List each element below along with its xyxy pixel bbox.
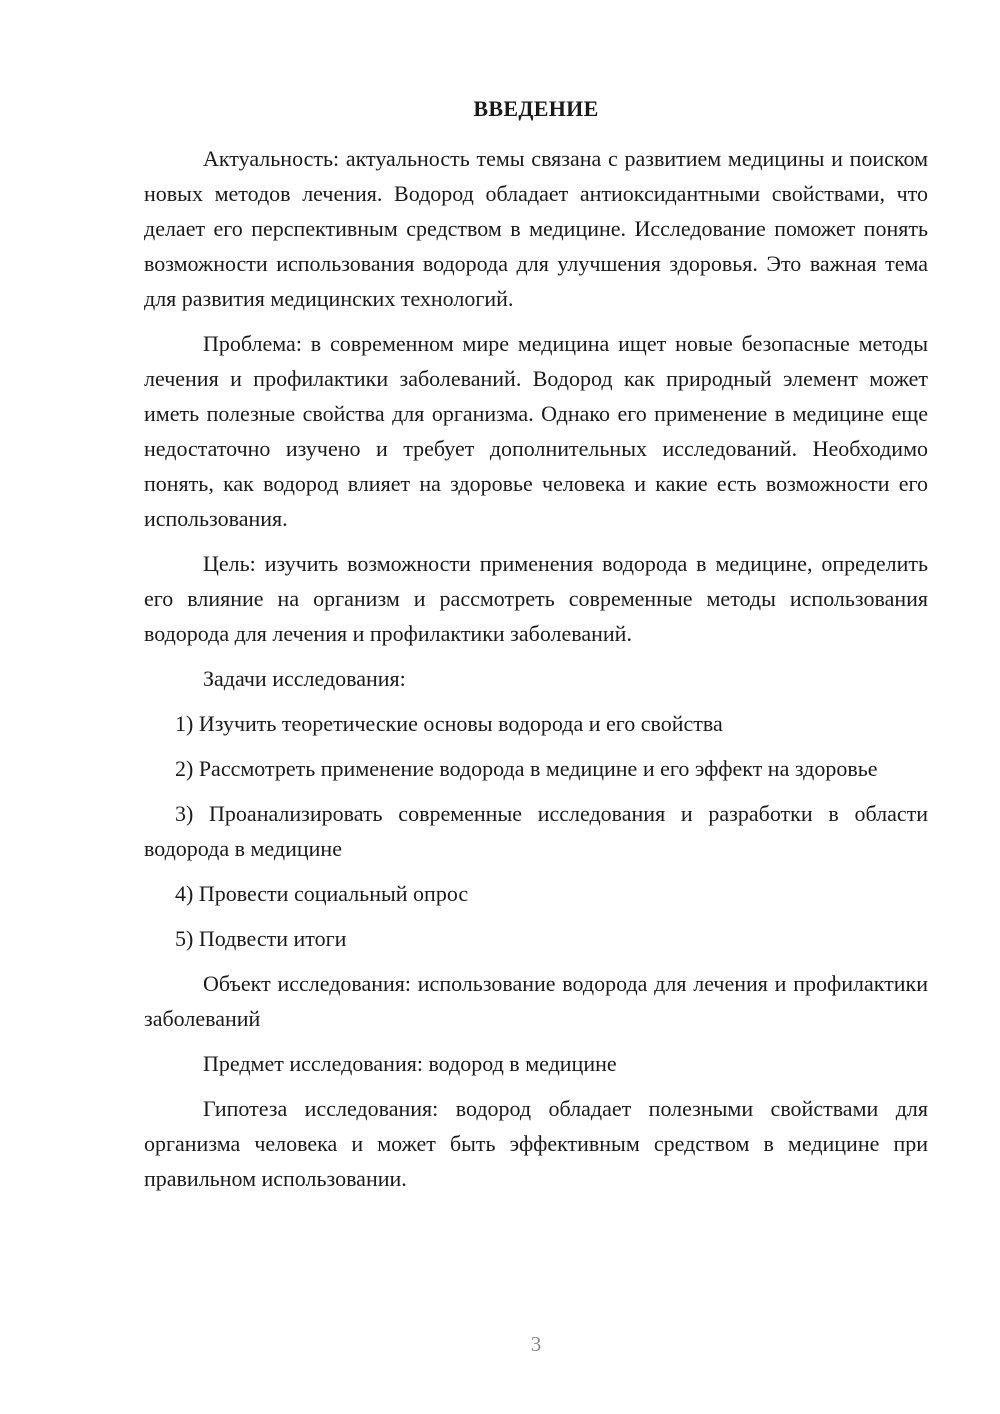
paragraph-problem: Проблема: в современном мире медицина ищет новые безопасные методы лечения и профилактики заболеваний. Водород как природный элемент может иметь полезные свойства для организма. Однако его применение в медицине еще недостаточно изучено и требует дополнительных исследований. Необходимо понять, как водород влияет на здоровье человека и какие есть возможности его использования. (144, 331, 928, 531)
task-item-2: 2) Рассмотреть применение водорода в медицине и его эффект на здоровье (175, 756, 878, 781)
section-heading: ВВЕДЕНИЕ (473, 96, 599, 121)
paragraph-tasks-heading: Задачи исследования: (203, 666, 406, 691)
paragraph-hypothesis: Гипотеза исследования: водород обладает полезными свойствами для организма человека и может быть эффективным средством в медицине при правильном использовании. (144, 1096, 928, 1191)
task-item-5: 5) Подвести итоги (175, 926, 347, 951)
page-number: 3 (530, 1332, 542, 1356)
task-item-3: 3) Проанализировать современные исследования и разработки в области водорода в медицине (144, 801, 928, 861)
task-item-4: 4) Провести социальный опрос (175, 881, 469, 906)
paragraph-subject: Предмет исследования: водород в медицине (203, 1051, 617, 1076)
document-body (144, 141, 928, 1196)
paragraph-goal: Цель: изучить возможности применения водорода в медицине, определить его влияние на организм и рассмотреть современные методы использования водорода для лечения и профилактики заболеваний. (144, 551, 928, 646)
task-item-1: 1) Изучить теоретические основы водорода и его свойства (175, 711, 723, 736)
paragraph-object: Объект исследования: использование водорода для лечения и профилактики заболеваний (144, 971, 928, 1031)
paragraph-relevance: Актуальность: актуальность темы связана с развитием медицины и поиском новых методов лечения. Водород обладает антиоксидантными свойствами, что делает его перспективным средством в медицине. Исследование поможет понять возможности использования водорода для улучшения здоровья. Это важная тема для развития медицинских технологий. (144, 146, 928, 311)
